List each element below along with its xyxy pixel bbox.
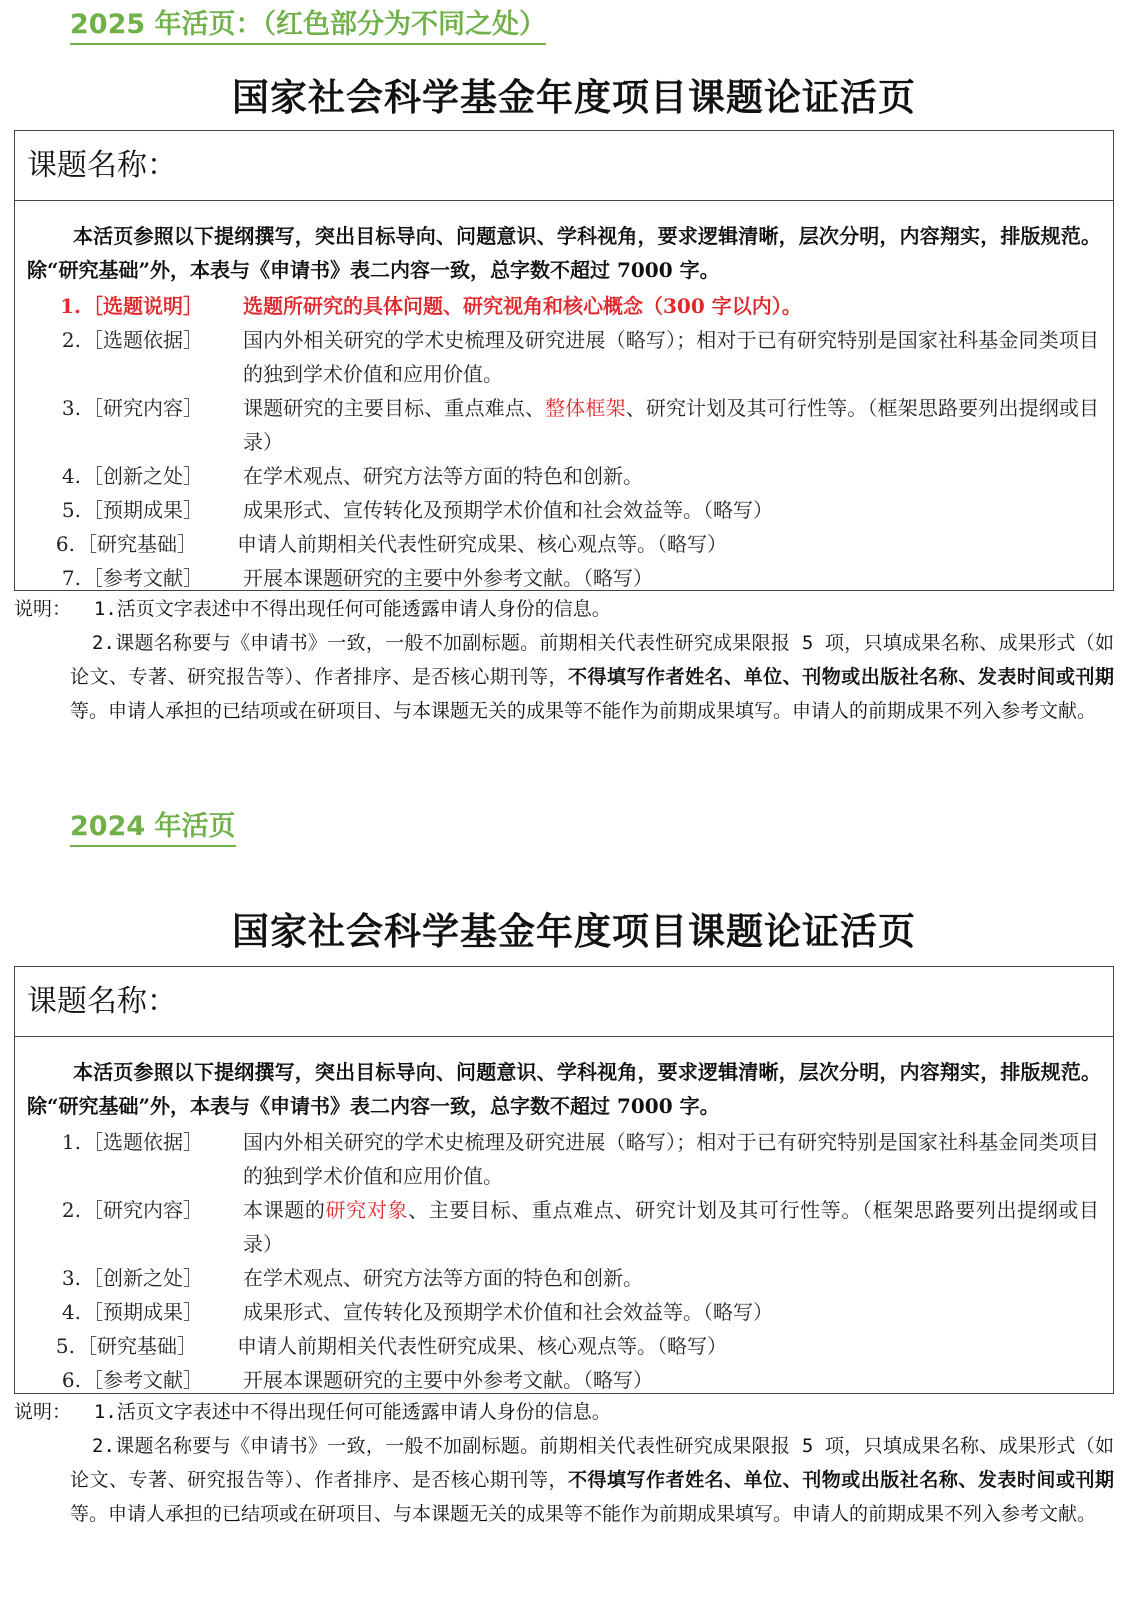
outline-item (27, 1193, 1101, 1261)
item-label: ［选题依据］ (83, 328, 203, 352)
form-content (15, 1037, 1113, 1397)
note-2-bold: 不得填写作者姓名、单位、刊物或出版社名称、发表时间或刊期 (567, 666, 1114, 688)
item-desc-part: 、主要目标、重点难点、研究计划及其可行性等。（框架思路要列出提纲或目录） (243, 1198, 1100, 1256)
item-label: ［选题说明］ (83, 294, 203, 318)
outline-item (27, 1295, 1101, 1329)
topic-name-row (15, 131, 1113, 201)
intro-paragraph: 本活页参照以下提纲撰写，突出目标导向、问题意识、学科视角，要求逻辑清晰，层次分明，内容翔实，排版规范。除“研究基础”外，本表与《申请书》表二内容一致，总字数不超过 7000 字。 (27, 224, 1101, 282)
item-label: ［选题依据］ (83, 1130, 203, 1154)
highlight-text: 研究对象 (325, 1198, 409, 1222)
item-number: 6. (55, 532, 75, 556)
topic-name-label: 课题名称： (27, 984, 177, 1019)
item-label: ［研究基础］ (77, 1334, 197, 1358)
item-desc: 开展本课题研究的主要中外参考文献。（略写） (243, 566, 653, 590)
item-desc-part: 本课题的 (243, 1198, 326, 1222)
note-2-text: 2.课题名称要与《申请书》一致，一般不加副标题。前期相关代表性研究成果限报 5 项，只填成果名称、成果形式（如论文、专著、研究报告等）、作者排序、是否核心期刊等， (70, 632, 1114, 688)
item-number: 7. (61, 566, 81, 590)
item-label: ［研究基础］ (77, 532, 197, 556)
note-line-1 (14, 592, 1114, 626)
item-label: ［创新之处］ (83, 464, 203, 488)
item-label: ［研究内容］ (83, 1198, 203, 1222)
item-desc: 在学术观点、研究方法等方面的特色和创新。 (243, 464, 643, 488)
outline-item (27, 561, 1101, 595)
item-number: 1. (61, 1130, 81, 1154)
highlight-text: 整体框架 (545, 396, 626, 420)
doc-title-2025: 国家社会科学基金年度项目课题论证活页 (232, 76, 916, 119)
note-1: 1.活页文字表述中不得出现任何可能透露申请人身份的信息。 (93, 598, 611, 620)
item-number: 6. (61, 1368, 81, 1392)
year-label-2025: 2025 年活页：（红色部分为不同之处） (70, 8, 546, 45)
item-label: ［预期成果］ (83, 498, 203, 522)
outline-item (27, 1329, 1101, 1363)
outline-item (27, 459, 1101, 493)
year-label-2024: 2024 年活页 (70, 810, 236, 847)
item-desc: 开展本课题研究的主要中外参考文献。（略写） (243, 1368, 653, 1392)
item-desc: 在学术观点、研究方法等方面的特色和创新。 (243, 1266, 643, 1290)
note-2 (14, 626, 1114, 728)
item-label: ［参考文献］ (83, 566, 203, 590)
note-2-text: 等。申请人承担的已结项或在研项目、与本课题无关的成果等不能作为前期成果填写。申请人的前期成果不列入参考文献。 (70, 1503, 1097, 1525)
outline-item (27, 1363, 1101, 1397)
note-2-bold: 不得填写作者姓名、单位、刊物或出版社名称、发表时间或刊期 (567, 1469, 1114, 1491)
outline-item (27, 1261, 1101, 1295)
outline-item (27, 1125, 1101, 1193)
form-box-2024 (14, 966, 1114, 1394)
item-number: 3. (61, 1266, 81, 1290)
notes-prefix: 说明： (14, 1401, 72, 1423)
item-number: 5. (55, 1334, 75, 1358)
item-desc: 国内外相关研究的学术史梳理及研究进展（略写）；相对于已有研究特别是国家社科基金同类项目的独到学术价值和应用价值。 (243, 328, 1099, 386)
item-label: ［研究内容］ (83, 396, 203, 420)
item-number: 5. (61, 498, 81, 522)
item-desc: 国内外相关研究的学术史梳理及研究进展（略写）；相对于已有研究特别是国家社科基金同类项目的独到学术价值和应用价值。 (243, 1130, 1099, 1188)
item-label: ［创新之处］ (83, 1266, 203, 1290)
outline-item (27, 323, 1101, 391)
note-1: 1.活页文字表述中不得出现任何可能透露申请人身份的信息。 (93, 1401, 611, 1423)
item-desc: 申请人前期相关代表性研究成果、核心观点等。（略写） (237, 1334, 727, 1358)
item-number: 2. (61, 1198, 81, 1222)
item-desc (243, 391, 1101, 459)
item-number: 1. (60, 294, 81, 318)
item-label: ［预期成果］ (83, 1300, 203, 1324)
doc-title-2024: 国家社会科学基金年度项目课题论证活页 (232, 910, 916, 953)
intro-paragraph: 本活页参照以下提纲撰写，突出目标导向、问题意识、学科视角，要求逻辑清晰，层次分明，内容翔实，排版规范。除“研究基础”外，本表与《申请书》表二内容一致，总字数不超过 7000 字。 (27, 1060, 1101, 1118)
outline-item (27, 527, 1101, 561)
notes-prefix: 说明： (14, 598, 72, 620)
topic-name-label: 课题名称： (27, 148, 177, 183)
item-desc-part: 课题研究的主要目标、重点难点、 (243, 396, 546, 420)
outline-item (27, 289, 1101, 323)
outline-list (27, 289, 1101, 595)
item-desc: 申请人前期相关代表性研究成果、核心观点等。（略写） (237, 532, 727, 556)
note-2-text: 2.课题名称要与《申请书》一致，一般不加副标题。前期相关代表性研究成果限报 5 项，只填成果名称、成果形式（如论文、专著、研究报告等）、作者排序、是否核心期刊等， (70, 1435, 1114, 1491)
item-number: 2. (61, 328, 81, 352)
item-label: ［参考文献］ (83, 1368, 203, 1392)
item-number: 4. (61, 1300, 81, 1324)
item-desc: 成果形式、宣传转化及预期学术价值和社会效益等。（略写） (243, 1300, 773, 1324)
form-box-2025 (14, 130, 1114, 591)
outline-list (27, 1125, 1101, 1397)
item-desc: 选题所研究的具体问题、研究视角和核心概念（300 字以内）。 (243, 294, 802, 318)
item-number: 3. (61, 396, 81, 420)
item-number: 4. (61, 464, 81, 488)
note-2-text: 等。申请人承担的已结项或在研项目、与本课题无关的成果等不能作为前期成果填写。申请人的前期成果不列入参考文献。 (70, 700, 1097, 722)
item-desc-part: 、研究计划及其可行性等。（框架思路要列出提纲或目录） (243, 396, 1100, 454)
form-content (15, 201, 1113, 595)
item-desc (243, 1193, 1101, 1261)
notes-2024 (14, 1395, 1114, 1531)
notes-2025 (14, 592, 1114, 728)
note-line-1 (14, 1395, 1114, 1429)
note-2 (14, 1429, 1114, 1531)
item-desc: 成果形式、宣传转化及预期学术价值和社会效益等。（略写） (243, 498, 773, 522)
topic-name-row (15, 967, 1113, 1037)
outline-item (27, 493, 1101, 527)
outline-item (27, 391, 1101, 459)
